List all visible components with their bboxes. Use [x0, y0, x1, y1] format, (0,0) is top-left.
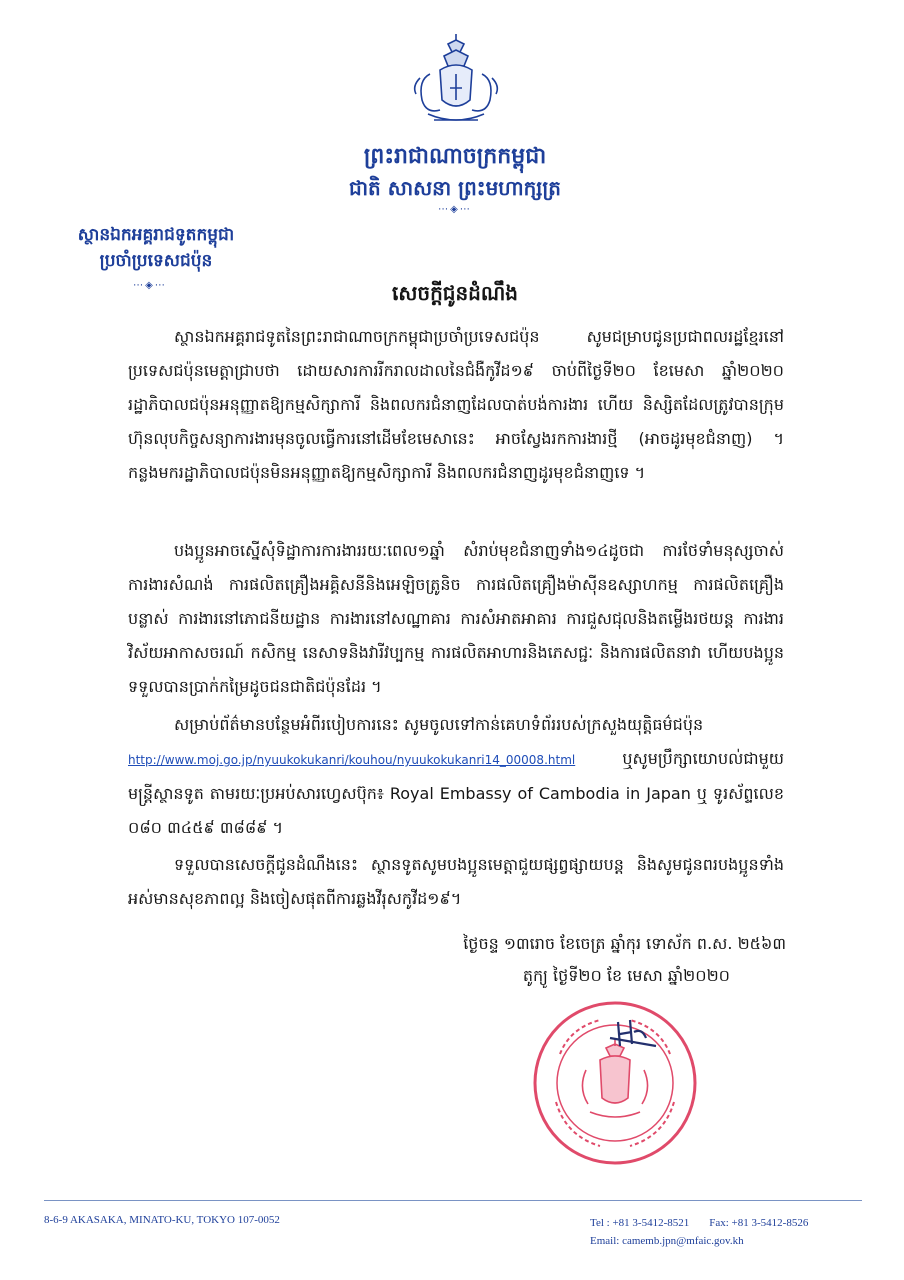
embassy-ornament: ⋯◈⋯ [133, 280, 167, 291]
embassy-name-line1: ស្ថានឯកអគ្គរាជទូតកម្ពុជា [77, 225, 235, 245]
solar-date: តូក្យូ ថ្ងៃទី២០ ខែ មេសា ឆ្នាំ២០២០ [522, 966, 730, 985]
paragraph-4: ទទួលបានសេចក្តីជូនដំណឹងនេះ ស្ថានទូតសូមបងប្អូនមេត្តាជួយផ្សព្វផ្សាយបន្ត និងសូមជូនពរបងប្អូនទាំងអស់មានសុខភាពល្អ និងចៀសផុតពីការឆ្លងវីរុសកូវីដ១៩។ [128, 855, 784, 908]
paragraph-1: ស្ថានឯកអគ្គរាជទូតនៃព្រះរាជាណាចក្រកម្ពុជាប្រចាំប្រទេសជប៉ុន សូមជម្រាបជូនប្រជាពលរដ្ឋខ្មែរនៅប្រទេសជប៉ុនមេត្តាជ្រាបថា ដោយសារការរីករាលដាលនៃជំងឺកូវីដ១៩ ចាប់ពីថ្ងៃទី២០ ខែមេសា ឆ្នាំ២០២០ រដ្ឋាភិបាលជប៉ុនអនុញ្ញាតឱ្យកម្មសិក្សាការី និងពលករជំនាញដែលបាត់បង់ការងារ ហើយ និស្សិតដែលត្រូវបានក្រុមហ៊ុនលុបកិច្ចសន្យាការងារមុនចូលធ្វើការនៅដើមខែមេសានេះ អាចស្វែងរកការងារថ្មី (អាចដូរមុខជំនាញ) ។ កន្លងមករដ្ឋាភិបាលជប៉ុនមិនអនុញ្ញាតឱ្យកម្មសិក្សាការី និងពលករជំនាញដូរមុខជំនាញទេ ។ [128, 327, 784, 482]
national-motto: ជាតិ សាសនា ព្រះមហាក្សត្រ [349, 176, 561, 200]
kingdom-title: ព្រះរាជាណាចក្រកម្ពុជា [363, 144, 547, 169]
paragraph-3 [128, 708, 784, 845]
paragraph-3-rest: ឬសូមប្រឹក្សាយោបល់ជាមួយមន្ត្រីស្ថានទូត តាមរយៈប្រអប់សារហ្វេសប៊ុក៖ Royal Embassy of Cambodia in Japan ឬ ទូរស័ព្ទលេខ ០៨០ ៣៤៥៩ ៣៨៨៩ ។ [128, 749, 784, 837]
paragraph-3-lead: សម្រាប់ព័ត៌មានបន្ថែមអំពីរបៀបការនេះ សូមចូលទៅកាន់គេហទំព័ររបស់ក្រសួងយុត្តិធម៌ជប៉ុន [174, 715, 704, 734]
footer-email[interactable]: Email: camemb.jpn@mfaic.gov.kh [590, 1235, 744, 1247]
footer-address: 8-6-9 AKASAKA, MINATO-KU, TOKYO 107-0052 [44, 1214, 280, 1226]
footer-divider [44, 1200, 862, 1201]
embassy-name-line2: ប្រចាំប្រទេសជប៉ុន [99, 251, 213, 271]
embassy-seal [530, 998, 700, 1168]
royal-arms-emblem [400, 30, 512, 132]
embassy-name [56, 222, 256, 274]
notice-title: សេចក្តីជូនដំណឹង [392, 281, 518, 305]
paragraph-2: បងប្អូនអាចស្នើសុំទិដ្ឋាការការងាររយៈពេល១ឆ្នាំ សំរាប់មុខជំនាញទាំង១៤ដូចជា ការថែទាំមនុស្សចាស់ ការងារសំណង់ ការផលិតគ្រឿងអគ្គិសនីនិងអេឡិចត្រូនិច ការផលិតគ្រឿងម៉ាស៊ីនឧស្សាហកម្ម ការផលិតគ្រឿងបន្លាស់ ការងារនៅភោជនីយដ្ឋាន ការងារនៅសណ្ឋាគារ ការសំអាតអាគារ ការជួសជុលនិងតម្លើងរថយន្ត ការងារវិស័យអាកាសចរណ៍ កសិកម្ម នេសាទនិងវារីវប្បកម្ម ការផលិតអាហារនិងភេសជ្ជៈ និងការផលិតនាវា ហើយបងប្អូនទទួលបានប្រាក់កម្រៃដូចជនជាតិជប៉ុនដែរ ។ [128, 541, 784, 696]
lunar-date: ថ្ងៃចន្ទ ១៣រោច ខែចេត្រ ឆ្នាំកុរ ទោស័ក ព.ស. ២៥៦៣ [463, 934, 786, 953]
footer-tel: Tel : +81 3-5412-8521 [590, 1217, 690, 1229]
footer-contact [590, 1214, 808, 1250]
footer-fax: Fax: +81 3-5412-8526 [709, 1217, 809, 1229]
moj-link[interactable]: http://www.moj.go.jp/nyuukokukanri/kouhou/nyuukokukanri14_00008.html [128, 753, 576, 767]
header-ornament: ⋯◈⋯ [438, 204, 472, 215]
